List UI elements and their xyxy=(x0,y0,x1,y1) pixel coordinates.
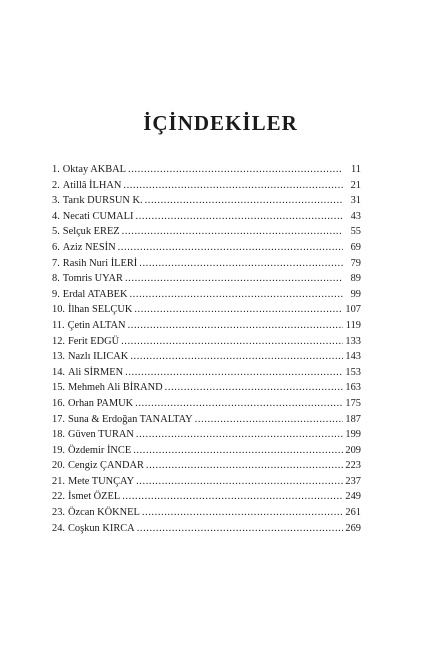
entry-page-number: 55 xyxy=(350,226,361,238)
entry-name: Oktay AKBAL xyxy=(62,164,127,175)
toc-entry xyxy=(52,396,361,412)
entry-number: 4. xyxy=(52,210,60,222)
dot-leader xyxy=(130,349,343,365)
entry-page-number: 69 xyxy=(350,241,361,253)
entry-name: Özdemir İNCE xyxy=(68,444,132,456)
dot-leader xyxy=(122,489,343,505)
entry-number: 5. xyxy=(52,226,60,238)
entry-name: Orhan PAMUK xyxy=(68,397,134,409)
entry-page-number: 133 xyxy=(345,335,361,347)
toc-entry xyxy=(52,178,361,194)
entry-name: Özcan KÖKNEL xyxy=(68,507,140,519)
toc-entry xyxy=(52,427,361,443)
entry-number: 11. xyxy=(52,319,65,331)
toc-entry xyxy=(52,334,361,350)
entry-name: Suna & Erdoğan TANALTAY xyxy=(68,413,193,425)
toc-entry xyxy=(52,489,361,505)
toc-entry xyxy=(52,412,361,428)
entry-page-number: 79 xyxy=(350,257,361,269)
dot-leader xyxy=(137,521,343,537)
entry-number: 17. xyxy=(52,413,65,425)
toc-entry xyxy=(52,380,361,396)
entry-page-number: 209 xyxy=(345,444,361,456)
toc-entry xyxy=(52,302,361,318)
entry-number: 9. xyxy=(52,288,60,300)
entry-number: 23. xyxy=(52,507,65,519)
entry-number: 16. xyxy=(52,397,65,409)
entry-number: 19. xyxy=(52,444,65,456)
entry-page-number: 175 xyxy=(345,397,361,409)
dot-leader xyxy=(195,412,343,428)
dot-leader xyxy=(142,505,343,521)
entry-number: 10. xyxy=(52,304,65,316)
entry-name: Mete TUNÇAY xyxy=(68,475,135,487)
entry-name: İlhan SELÇUK xyxy=(68,304,133,316)
entry-page-number: 143 xyxy=(345,351,361,363)
toc-entry xyxy=(52,474,361,490)
page-title: İÇİNDEKİLER xyxy=(143,111,298,135)
table-of-contents xyxy=(52,162,361,536)
dot-leader xyxy=(145,193,343,209)
dot-leader xyxy=(125,271,343,287)
toc-entry xyxy=(52,521,361,537)
entry-name: Nazlı ILICAK xyxy=(68,351,129,363)
entry-number: 18. xyxy=(52,429,65,441)
dot-leader xyxy=(123,178,343,194)
dot-leader xyxy=(121,334,343,350)
entry-page-number: 237 xyxy=(345,475,361,487)
toc-entry xyxy=(52,458,361,474)
entry-name: İsmet ÖZEL xyxy=(68,491,121,503)
entry-number: 15. xyxy=(52,382,65,394)
entry-name: Çetin ALTAN xyxy=(67,319,126,331)
entry-page-number: 223 xyxy=(345,460,361,472)
entry-page-number: 199 xyxy=(345,429,361,441)
entry-page-number: 187 xyxy=(345,413,361,425)
dot-leader xyxy=(136,209,344,225)
entry-name: Aziz NESİN xyxy=(62,241,116,253)
entry-page-number: 119 xyxy=(345,319,361,331)
dot-leader xyxy=(128,162,343,178)
dot-leader xyxy=(128,318,343,334)
entry-name: Rasih Nuri İLERİ xyxy=(62,257,138,269)
entry-name: Atillâ İLHAN xyxy=(62,179,122,191)
toc-entry xyxy=(52,256,361,272)
dot-leader xyxy=(146,458,343,474)
entry-page-number: 43 xyxy=(350,210,361,222)
toc-entry xyxy=(52,505,361,521)
entry-page-number: 99 xyxy=(350,288,361,300)
entry-number: 3. xyxy=(52,195,60,207)
entry-number: 24. xyxy=(52,522,65,534)
dot-leader xyxy=(136,427,343,443)
entry-number: 12. xyxy=(52,335,65,347)
dot-leader xyxy=(165,380,343,396)
toc-entry xyxy=(52,443,361,459)
entry-name: Mehmeh Ali BİRAND xyxy=(68,382,163,394)
entry-number: 14. xyxy=(52,366,65,378)
entry-page-number: 31 xyxy=(350,195,361,207)
entry-page-number: 163 xyxy=(345,382,361,394)
entry-number: 1. xyxy=(52,164,60,175)
entry-name: Güven TURAN xyxy=(68,429,134,441)
dot-leader xyxy=(135,396,343,412)
toc-entry xyxy=(52,365,361,381)
entry-page-number: 89 xyxy=(350,273,361,285)
toc-entry xyxy=(52,318,361,334)
dot-leader xyxy=(134,302,343,318)
entry-page-number: 107 xyxy=(345,304,361,316)
entry-page-number: 269 xyxy=(345,522,361,534)
dot-leader xyxy=(122,224,343,240)
entry-number: 6. xyxy=(52,241,60,253)
toc-entry xyxy=(52,349,361,365)
dot-leader xyxy=(125,365,343,381)
toc-entry xyxy=(52,271,361,287)
toc-entry xyxy=(52,240,361,256)
entry-page-number: 21 xyxy=(350,179,361,191)
entry-number: 7. xyxy=(52,257,60,269)
dot-leader xyxy=(129,287,343,303)
entry-page-number: 11 xyxy=(350,164,361,175)
toc-entry xyxy=(52,209,361,225)
entry-page-number: 261 xyxy=(345,507,361,519)
entry-page-number: 153 xyxy=(345,366,361,378)
entry-name: Tarık DURSUN K. xyxy=(62,195,143,207)
dot-leader xyxy=(136,474,343,490)
entry-page-number: 249 xyxy=(345,491,361,503)
toc-entry xyxy=(52,162,361,178)
entry-number: 21. xyxy=(52,475,65,487)
entry-name: Coşkun KIRCA xyxy=(68,522,135,534)
toc-entry xyxy=(52,287,361,303)
dot-leader xyxy=(133,443,343,459)
dot-leader xyxy=(118,240,343,256)
entry-name: Tomris UYAR xyxy=(62,273,123,285)
entry-name: Necati CUMALI xyxy=(62,210,134,222)
entry-name: Erdal ATABEK xyxy=(62,288,128,300)
toc-entry xyxy=(52,193,361,209)
dot-leader xyxy=(139,256,343,272)
entry-name: Ferit EDGÜ xyxy=(68,335,120,347)
entry-name: Cengiz ÇANDAR xyxy=(68,460,144,472)
toc-entry xyxy=(52,224,361,240)
entry-number: 13. xyxy=(52,351,65,363)
entry-name: Ali SİRMEN xyxy=(68,366,124,378)
entry-number: 20. xyxy=(52,460,65,472)
entry-number: 2. xyxy=(52,179,60,191)
entry-name: Selçuk EREZ xyxy=(62,226,120,238)
entry-number: 22. xyxy=(52,491,65,503)
entry-number: 8. xyxy=(52,273,60,285)
